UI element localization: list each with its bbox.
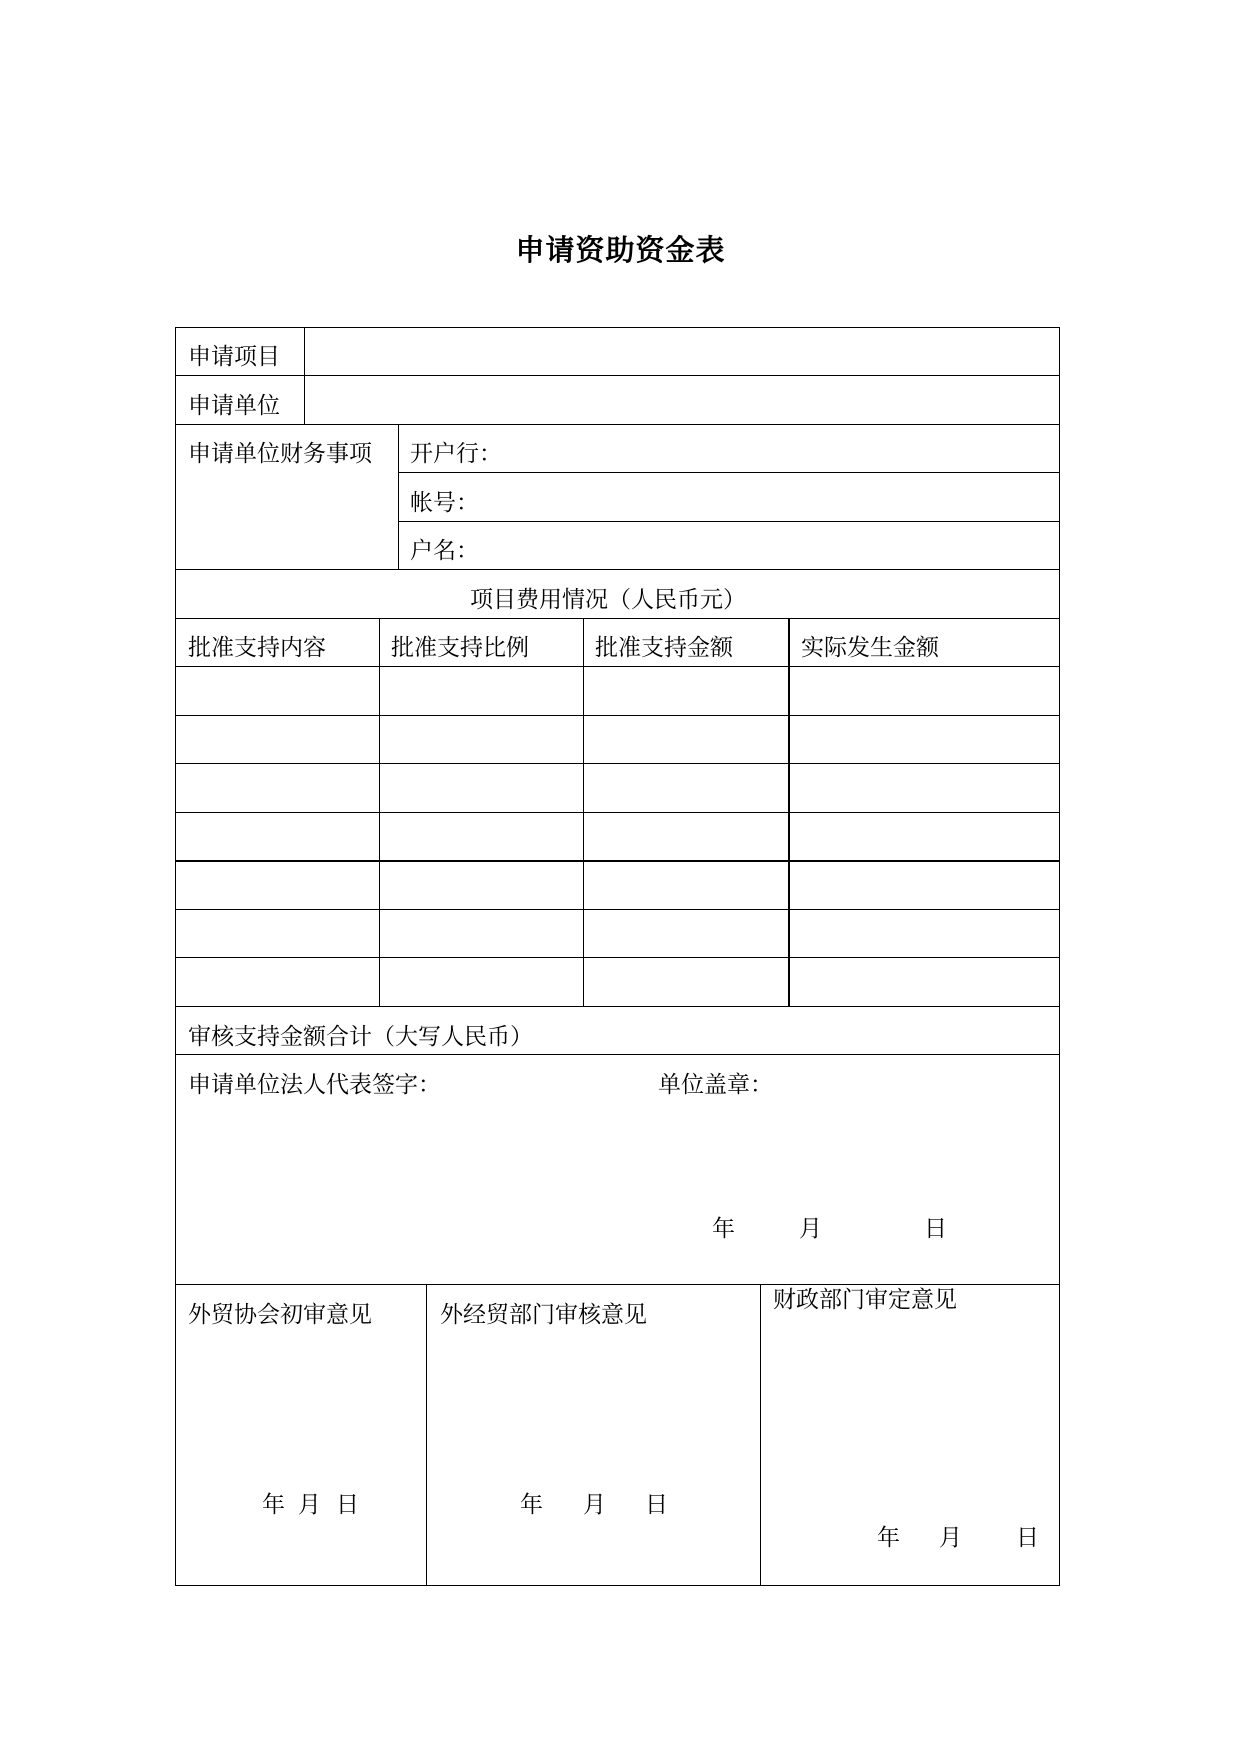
row-divider (175, 763, 1060, 764)
column-header: 实际发生金额 (801, 635, 939, 661)
row-divider (175, 860, 1060, 862)
total-label: 审核支持金额合计（大写人民币） (188, 1024, 533, 1050)
opinion-day: 日 (645, 1492, 668, 1518)
column-header: 批准支持比例 (391, 635, 529, 661)
frame-top-border (175, 327, 1060, 328)
row-divider (175, 909, 1060, 910)
account-label: 帐号： (410, 490, 479, 516)
finance-department-opinion-label: 财政部门审定意见 (773, 1287, 957, 1313)
finance-label: 申请单位财务事项 (188, 441, 372, 467)
signature-year: 年 (712, 1216, 735, 1242)
column-header: 批准支持内容 (188, 635, 326, 661)
row-divider (398, 472, 1060, 473)
column-divider (788, 618, 790, 1006)
opinion-year: 年 (877, 1525, 900, 1551)
row-divider (175, 715, 1060, 716)
opinion-day: 日 (1016, 1525, 1039, 1551)
opinion-year: 年 (520, 1492, 543, 1518)
column-divider (426, 1284, 427, 1585)
opinion-month: 月 (583, 1492, 606, 1518)
trade-association-opinion-label: 外贸协会初审意见 (188, 1302, 372, 1328)
column-divider (398, 424, 399, 569)
opinion-month: 月 (298, 1492, 321, 1518)
column-divider (304, 327, 305, 424)
row-divider (175, 1054, 1060, 1055)
opinion-month: 月 (939, 1525, 962, 1551)
row-divider (175, 957, 1060, 958)
unit-label: 申请单位 (188, 393, 280, 419)
column-divider (379, 618, 380, 1006)
row-divider (175, 618, 1060, 619)
opinion-year: 年 (262, 1492, 285, 1518)
project-label: 申请项目 (188, 344, 280, 370)
account-name-label: 户名： (410, 538, 479, 564)
row-divider (175, 666, 1060, 667)
row-divider (175, 375, 1060, 376)
row-divider (175, 1006, 1060, 1007)
column-divider (583, 618, 584, 1006)
column-divider (760, 1284, 761, 1585)
legal-rep-signature-label: 申请单位法人代表签字： (188, 1072, 441, 1098)
form-title: 申请资助资金表 (515, 233, 726, 267)
row-divider (175, 424, 1060, 425)
signature-day: 日 (924, 1216, 947, 1242)
row-divider (175, 1284, 1060, 1285)
frame-bottom-border (175, 1585, 1060, 1586)
seal-label: 单位盖章： (658, 1072, 773, 1098)
signature-month: 月 (799, 1216, 822, 1242)
trade-department-opinion-label: 外经贸部门审核意见 (440, 1302, 647, 1328)
row-divider (175, 569, 1060, 570)
row-divider (398, 521, 1060, 522)
bank-label: 开户行： (410, 441, 502, 467)
opinion-day: 日 (336, 1492, 359, 1518)
expense-section-title: 项目费用情况（人民币元） (470, 587, 746, 613)
row-divider (175, 812, 1060, 813)
column-header: 批准支持金额 (595, 635, 733, 661)
